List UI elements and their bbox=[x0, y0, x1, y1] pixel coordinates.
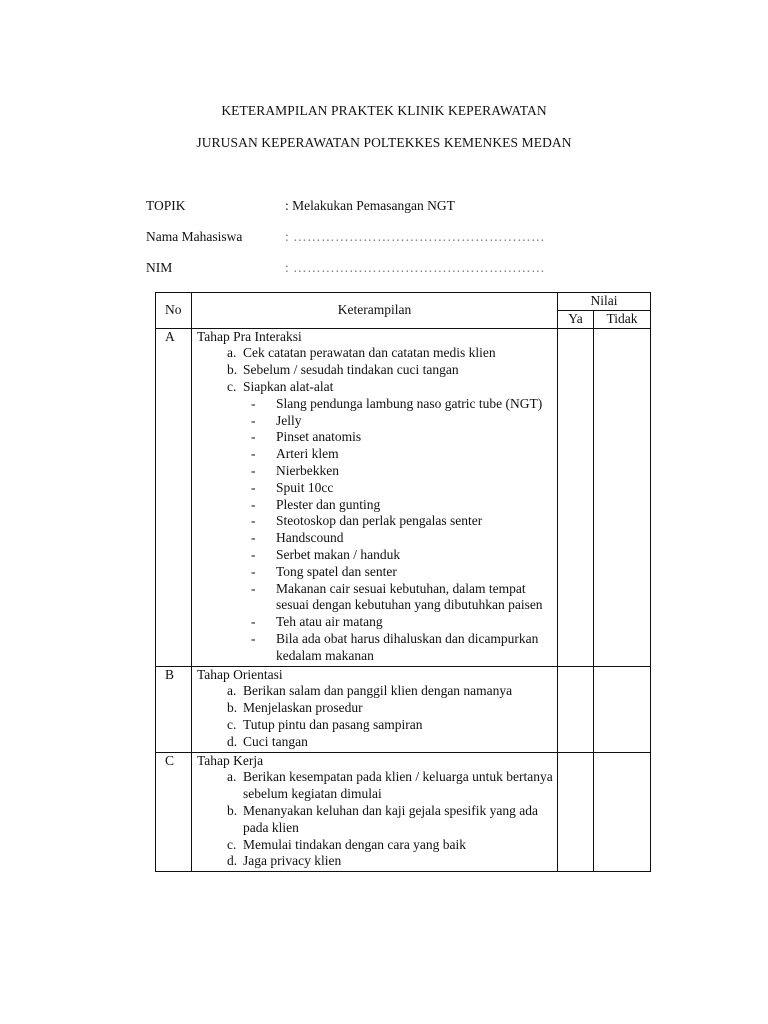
header-keterampilan: Keterampilan bbox=[192, 293, 558, 329]
list-marker: c. bbox=[227, 836, 237, 852]
tidak-checkbox-cell[interactable] bbox=[594, 666, 651, 752]
list-item-text: Siapkan alat-alat bbox=[243, 378, 334, 394]
dash-marker: - bbox=[251, 614, 256, 630]
skills-checklist-table bbox=[155, 292, 651, 872]
list-item-text: Memulai tindakan dengan cara yang baik bbox=[243, 836, 467, 852]
list-marker: b. bbox=[227, 700, 238, 716]
dash-marker: - bbox=[251, 446, 256, 462]
ya-checkbox-cell[interactable] bbox=[558, 666, 594, 752]
nim-label: NIM bbox=[146, 260, 173, 275]
dash-marker: - bbox=[251, 530, 256, 546]
sub-list-item bbox=[197, 530, 557, 547]
header-nilai: Nilai bbox=[558, 293, 651, 311]
table-row bbox=[156, 752, 651, 872]
dash-marker: - bbox=[251, 496, 256, 512]
sub-list-item bbox=[197, 480, 557, 497]
sub-list-item bbox=[197, 463, 557, 480]
sub-list-item-text: Spuit 10cc bbox=[276, 479, 334, 495]
dash-marker: - bbox=[251, 395, 256, 411]
list-marker: a. bbox=[227, 769, 237, 785]
sub-list-item bbox=[197, 429, 557, 446]
sub-list-item bbox=[197, 564, 557, 581]
sub-list-item-text: Steotoskop dan perlak pengalas senter bbox=[276, 513, 483, 529]
nim-blank: : ……………………………………………… bbox=[285, 260, 546, 275]
list-marker: a. bbox=[227, 345, 237, 361]
list-marker: b. bbox=[227, 802, 238, 818]
list-item bbox=[197, 803, 557, 837]
dash-marker: - bbox=[251, 412, 256, 428]
dash-marker: - bbox=[251, 563, 256, 579]
list-item bbox=[197, 734, 557, 751]
sub-list-item-text: Teh atau air matang bbox=[276, 614, 383, 630]
section-title: Tahap Kerja bbox=[197, 752, 264, 768]
sub-list-item-text: Tong spatel dan senter bbox=[276, 563, 397, 579]
section-content bbox=[192, 666, 558, 752]
list-marker: c. bbox=[227, 716, 237, 732]
section-number: A bbox=[156, 328, 192, 666]
list-item-text: Sebelum / sesudah tindakan cuci tangan bbox=[243, 362, 459, 378]
table-row bbox=[156, 328, 651, 666]
sub-list-item-text: Nierbekken bbox=[276, 462, 339, 478]
sub-list-item bbox=[197, 547, 557, 564]
dash-marker: - bbox=[251, 513, 256, 529]
tidak-checkbox-cell[interactable] bbox=[594, 752, 651, 872]
sub-list-item bbox=[197, 631, 557, 665]
section-number: B bbox=[156, 666, 192, 752]
ya-checkbox-cell[interactable] bbox=[558, 328, 594, 666]
list-marker: c. bbox=[227, 378, 237, 394]
list-item-text: Berikan kesempatan pada klien / keluarga untuk bertanya sebelum kegiatan dimulai bbox=[243, 769, 553, 802]
topik-label: TOPIK bbox=[146, 198, 186, 213]
table-row bbox=[156, 666, 651, 752]
document-title: KETERAMPILAN PRAKTEK KLINIK KEPERAWATAN bbox=[221, 103, 547, 118]
section-title: Tahap Pra Interaksi bbox=[197, 328, 302, 344]
list-item-text: Menjelaskan prosedur bbox=[243, 700, 363, 716]
list-item-text: Cek catatan perawatan dan catatan medis klien bbox=[243, 345, 496, 361]
dash-marker: - bbox=[251, 429, 256, 445]
nama-mahasiswa-blank: : ……………………………………………… bbox=[285, 229, 546, 244]
section-content bbox=[192, 328, 558, 666]
dash-marker: - bbox=[251, 546, 256, 562]
sub-list-item bbox=[197, 513, 557, 530]
sub-list-item bbox=[197, 614, 557, 631]
list-item-text: Jaga privacy klien bbox=[243, 853, 342, 869]
list-marker: a. bbox=[227, 683, 237, 699]
sub-list-item-text: Plester dan gunting bbox=[276, 496, 381, 512]
sub-list-item-text: Arteri klem bbox=[276, 446, 339, 462]
list-item bbox=[197, 683, 557, 700]
ya-checkbox-cell[interactable] bbox=[558, 752, 594, 872]
list-marker: d. bbox=[227, 853, 238, 869]
topik-value: : Melakukan Pemasangan NGT bbox=[285, 198, 455, 213]
list-item-text: Cuci tangan bbox=[243, 733, 308, 749]
sub-list-item-text: Bila ada obat harus dihaluskan dan dicampurkan kedalam makanan bbox=[276, 630, 539, 663]
document-subtitle: JURUSAN KEPERAWATAN POLTEKKES KEMENKES MEDAN bbox=[196, 135, 572, 150]
dash-marker: - bbox=[251, 580, 256, 596]
section-content bbox=[192, 752, 558, 872]
dash-marker: - bbox=[251, 462, 256, 478]
sub-list-item-text: Jelly bbox=[276, 412, 302, 428]
dash-marker: - bbox=[251, 630, 256, 646]
list-item bbox=[197, 345, 557, 362]
list-item-text: Tutup pintu dan pasang sampiran bbox=[243, 716, 423, 732]
list-item-text: Menanyakan keluhan dan kaji gejala spesifik yang ada pada klien bbox=[243, 802, 539, 835]
section-number: C bbox=[156, 752, 192, 872]
list-item bbox=[197, 717, 557, 734]
dash-marker: - bbox=[251, 479, 256, 495]
list-item bbox=[197, 769, 557, 803]
topik-field bbox=[146, 198, 646, 216]
list-item bbox=[197, 837, 557, 854]
sub-list-item bbox=[197, 581, 557, 615]
sub-list-item-text: Makanan cair sesuai kebutuhan, dalam tempat sesuai dengan kebutuhan yang dibutuhkan paisen bbox=[276, 580, 543, 613]
sub-list-item bbox=[197, 446, 557, 463]
nama-mahasiswa-label: Nama Mahasiswa bbox=[146, 229, 243, 244]
list-item-text: Berikan salam dan panggil klien dengan namanya bbox=[243, 683, 513, 699]
list-item bbox=[197, 700, 557, 717]
sub-list-item-text: Pinset anatomis bbox=[276, 429, 362, 445]
list-item bbox=[197, 379, 557, 396]
list-item bbox=[197, 853, 557, 870]
nama-mahasiswa-field bbox=[146, 229, 646, 247]
nim-field bbox=[146, 260, 646, 278]
sub-list-item bbox=[197, 396, 557, 413]
sub-list-item-text: Serbet makan / handuk bbox=[276, 546, 401, 562]
sub-list-item bbox=[197, 497, 557, 514]
list-marker: b. bbox=[227, 362, 238, 378]
header-tidak: Tidak bbox=[594, 310, 651, 328]
sub-list-item bbox=[197, 413, 557, 430]
list-marker: d. bbox=[227, 733, 238, 749]
header-ya: Ya bbox=[558, 310, 594, 328]
header-no: No bbox=[156, 293, 192, 329]
section-title: Tahap Orientasi bbox=[197, 666, 283, 682]
list-item bbox=[197, 362, 557, 379]
sub-list-item-text: Handscound bbox=[276, 530, 344, 546]
sub-list-item-text: Slang pendunga lambung naso gatric tube (NGT) bbox=[276, 395, 543, 411]
tidak-checkbox-cell[interactable] bbox=[594, 328, 651, 666]
